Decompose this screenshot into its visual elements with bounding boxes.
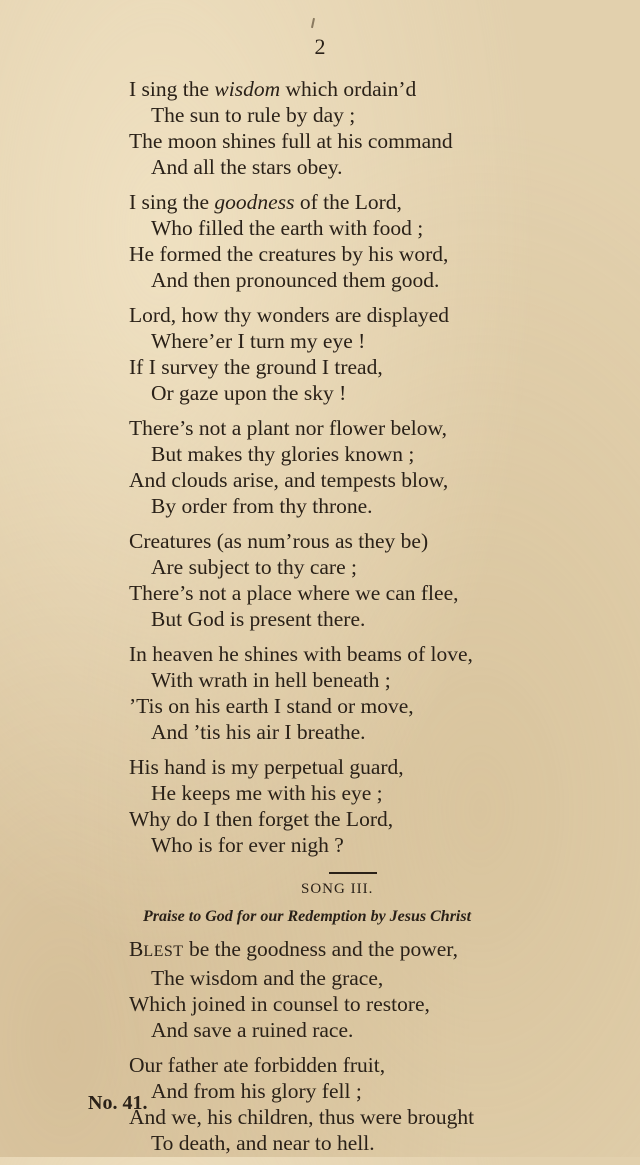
verse-line bbox=[129, 189, 609, 215]
verse-emphasis: goodness bbox=[214, 190, 295, 214]
verse-line: Or gaze upon the sky ! bbox=[151, 381, 347, 405]
section-divider bbox=[329, 872, 377, 874]
verse-line: And from his glory fell ; bbox=[151, 1079, 362, 1103]
verse-text: be the goodness and the power, bbox=[183, 937, 458, 961]
verse-line: And all the stars obey. bbox=[151, 155, 343, 179]
stanza bbox=[129, 76, 609, 180]
verse-line: The wisdom and the grace, bbox=[151, 966, 384, 990]
stanza bbox=[129, 1052, 609, 1156]
verse-line: Where’er I turn my eye ! bbox=[151, 329, 366, 353]
verse-line bbox=[129, 76, 609, 102]
verse-line: Which joined in counsel to restore, bbox=[129, 992, 430, 1016]
verse-line: In heaven he shines with beams of love, bbox=[129, 642, 473, 666]
stanza bbox=[129, 936, 609, 1043]
initial-capital: B bbox=[129, 937, 144, 961]
verse-line: With wrath in hell beneath ; bbox=[151, 668, 391, 692]
stanza bbox=[129, 641, 609, 745]
verse-line: He formed the creatures by his word, bbox=[129, 242, 449, 266]
verse-line: His hand is my perpetual guard, bbox=[129, 755, 404, 779]
verse-line: And ’tis his air I breathe. bbox=[151, 720, 366, 744]
stanza bbox=[129, 302, 609, 406]
stanza bbox=[129, 754, 609, 858]
verse-emphasis: wisdom bbox=[214, 77, 281, 101]
stanza bbox=[129, 189, 609, 293]
verse-line: And clouds arise, and tempests blow, bbox=[129, 468, 449, 492]
verse-line: Lord, how thy wonders are displayed bbox=[129, 303, 450, 327]
verse-line: There’s not a place where we can flee, bbox=[129, 581, 459, 605]
verse-line: To death, and near to hell. bbox=[151, 1131, 375, 1155]
verse-line: Who filled the earth with food ; bbox=[151, 216, 424, 240]
verse-text: I sing the bbox=[129, 77, 215, 101]
verse-line: Are subject to thy care ; bbox=[151, 555, 357, 579]
verse-line: The sun to rule by day ; bbox=[151, 103, 356, 127]
signature-mark: No. 41. bbox=[88, 1092, 148, 1114]
small-caps-text: LEST bbox=[143, 943, 184, 960]
verse-line: Our father ate forbidden fruit, bbox=[129, 1053, 386, 1077]
verse-line: ’Tis on his earth I stand or move, bbox=[129, 694, 414, 718]
verse-line: Creatures (as num’rous as they be) bbox=[129, 529, 429, 553]
verse-line: The moon shines full at his command bbox=[129, 129, 453, 153]
verse-line: Who is for ever nigh ? bbox=[151, 833, 344, 857]
poem-body bbox=[129, 76, 609, 1165]
verse-line: And save a ruined race. bbox=[151, 1018, 354, 1042]
verse-line: Why do I then forget the Lord, bbox=[129, 807, 394, 831]
verse-line: And we, his children, thus were brought bbox=[129, 1105, 475, 1129]
song-title: SONG III. bbox=[301, 881, 374, 897]
verse-text: of the Lord, bbox=[294, 190, 402, 214]
verse-line: But makes thy glories known ; bbox=[151, 442, 415, 466]
verse-line: If I survey the ground I tread, bbox=[129, 355, 383, 379]
stanza bbox=[129, 415, 609, 519]
verse-text: I sing the bbox=[129, 190, 215, 214]
ink-mark bbox=[311, 18, 315, 28]
page-number: 2 bbox=[314, 34, 326, 59]
verse-line: He keeps me with his eye ; bbox=[151, 781, 383, 805]
verse-line bbox=[129, 936, 609, 965]
verse-line: But God is present there. bbox=[151, 607, 366, 631]
verse-line: And then pronounced them good. bbox=[151, 268, 440, 292]
stanza bbox=[129, 528, 609, 632]
verse-line: By order from thy throne. bbox=[151, 494, 373, 518]
verse-line: There’s not a plant nor flower below, bbox=[129, 416, 448, 440]
song-subtitle: Praise to God for our Redemption by Jesus Christ bbox=[143, 908, 472, 925]
verse-text: which ordain’d bbox=[280, 77, 417, 101]
